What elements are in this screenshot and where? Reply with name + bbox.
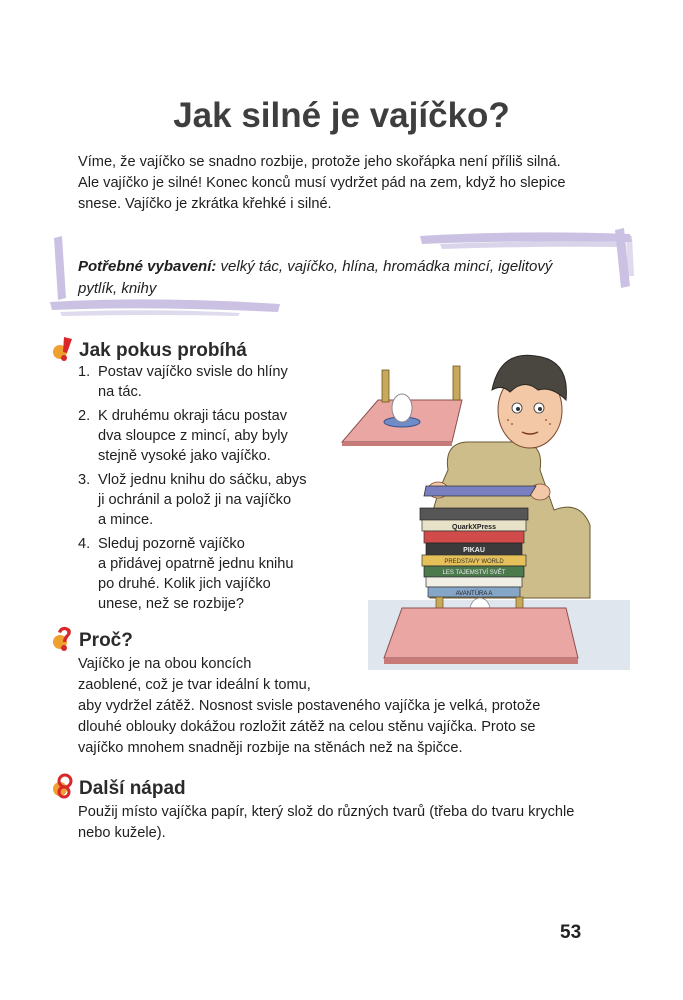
book-title: QuarkXPress xyxy=(452,524,496,531)
small-tray xyxy=(342,366,462,446)
list-item: 4. Sleduj pozorně vajíčko a přidávej opatrně jednu knihu po druhé. Kolik jich vajíčko unese, než se rozbije? xyxy=(78,536,294,612)
experiment-illustration xyxy=(340,350,630,670)
equipment-label: Potřebné vybavení: xyxy=(78,258,217,275)
book-title: PIKAU xyxy=(463,547,485,554)
why-text: aby vydržel zátěž. Nosnost svisle postaveného vajíčka je velká, protože dlouhé oblouky dokážou rozložit zátěž na celou stěnu vajíčka. Proto se vajíčko mnohem snadněji rozbije na stěnách než na špičce. xyxy=(78,698,541,756)
book-title: LES TAJEMSTVÍ SVĚT xyxy=(442,570,506,576)
why-text-start: Vajíčko je na obou koncích zaoblené, což je tvar ideální k tomu, xyxy=(78,656,311,693)
intro-line: Víme, že vajíčko se snadno rozbije, protože jeho skořápka není příliš silná. xyxy=(78,154,561,170)
book-stack xyxy=(420,508,528,597)
idea-icon xyxy=(52,773,74,799)
idea-heading: Další nápad xyxy=(79,778,186,799)
procedure-steps xyxy=(78,362,338,618)
exclamation-icon xyxy=(52,336,74,362)
book-title: PREDSTAVY WORLD xyxy=(444,559,504,565)
why-heading: Proč? xyxy=(79,630,133,651)
list-item: 2. K druhému okraji tácu postav dva sloupce z mincí, aby byly stejně vysoké jako vajíčko. xyxy=(78,408,288,464)
equipment-items-cont: pytlík, knihy xyxy=(78,280,157,297)
intro-paragraph xyxy=(78,152,598,215)
page-title: Jak silné je vajíčko? xyxy=(173,96,510,135)
page-number: 53 xyxy=(560,922,582,943)
list-item: 3. Vlož jednu knihu do sáčku, abys ji ochránil a polož ji na vajíčko a mince. xyxy=(78,472,307,528)
intro-line: Ale vajíčko je silné! Konec konců musí vydržet pád na zem, když ho slepice xyxy=(78,175,566,191)
question-icon xyxy=(52,626,74,652)
procedure-heading: Jak pokus probíhá xyxy=(79,340,247,361)
list-item: 1. Postav vajíčko svisle do hlíny na tác. xyxy=(78,364,288,400)
intro-line: snese. Vajíčko je zkrátka křehké i silné. xyxy=(78,196,332,212)
idea-text: Použij místo vajíčka papír, který slož do různých tvarů (třeba do tvaru krychle nebo kužele). xyxy=(78,804,575,841)
equipment-text xyxy=(78,256,618,300)
book-title: AVANTÚRA A xyxy=(455,591,493,597)
equipment-items: velký tác, vajíčko, hlína, hromádka mincí, igelitový xyxy=(216,258,553,275)
